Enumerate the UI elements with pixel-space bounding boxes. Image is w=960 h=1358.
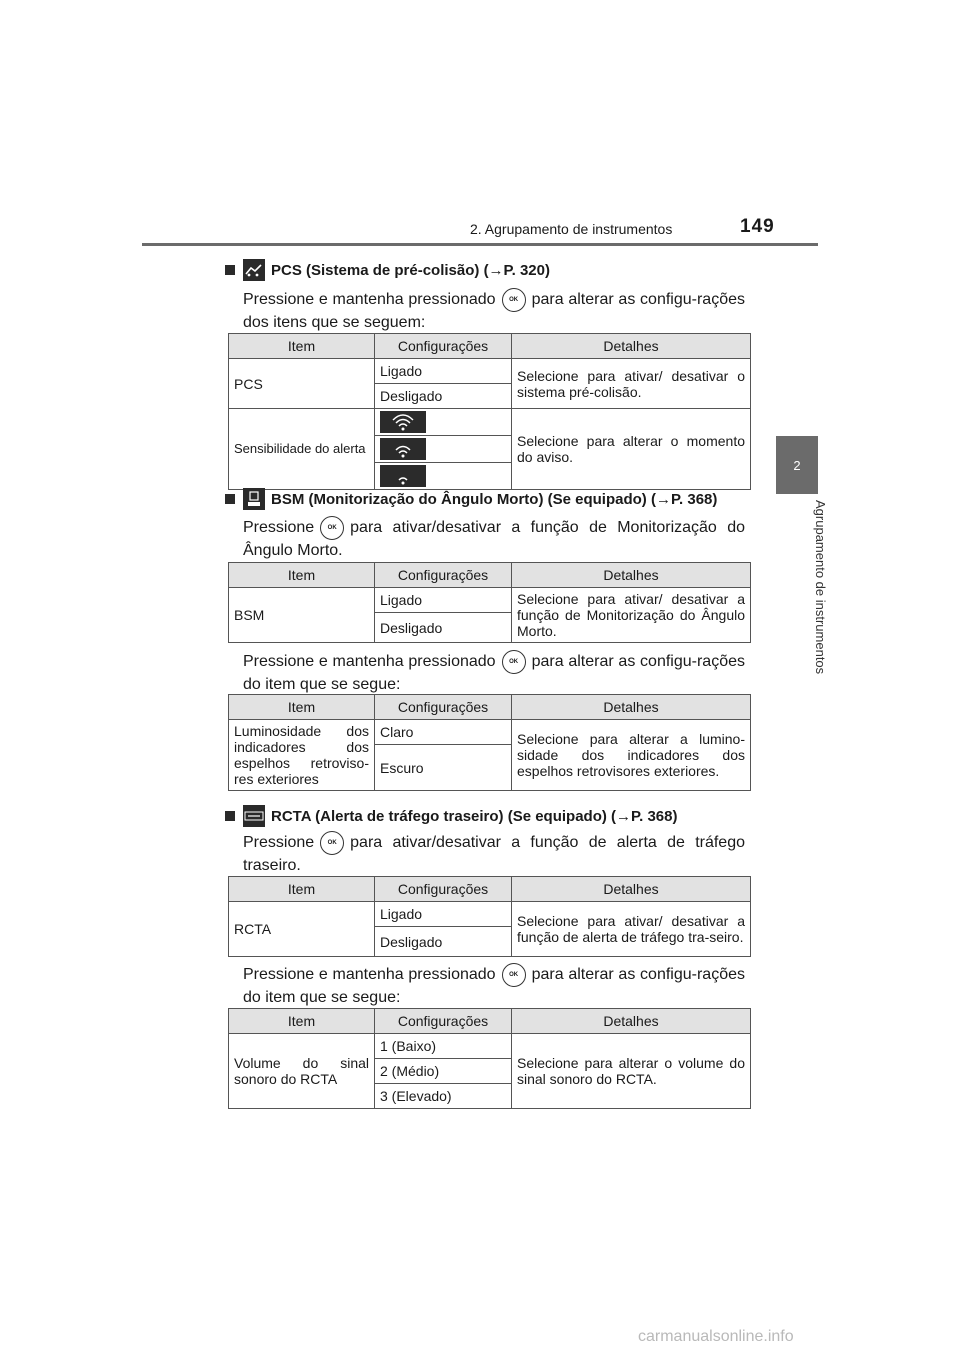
col-header-item: Item bbox=[229, 334, 375, 359]
table-cell-setting: Desligado bbox=[375, 927, 512, 957]
table-cell-item: Volume do sinal sonoro do RCTA bbox=[229, 1034, 375, 1109]
table-row bbox=[229, 588, 751, 613]
col-header-details: Detalhes bbox=[512, 334, 751, 359]
rcta-heading-text: RCTA (Alerta de tráfego traseiro) (Se equipado) (→P. 368) bbox=[271, 807, 678, 825]
rcta-paragraph-2 bbox=[243, 963, 745, 1008]
pcs-paragraph bbox=[243, 288, 745, 333]
rcta-paragraph-1 bbox=[243, 831, 745, 876]
bullet-icon bbox=[225, 494, 235, 504]
bsm-paragraph-1 bbox=[243, 516, 745, 561]
table-header-row bbox=[229, 563, 751, 588]
rcta-para1-before: Pressione bbox=[243, 834, 315, 852]
col-header-settings: Configurações bbox=[375, 695, 512, 720]
pcs-heading bbox=[225, 259, 550, 281]
table-cell-item: PCS bbox=[229, 359, 375, 409]
col-header-item: Item bbox=[229, 1009, 375, 1034]
table-cell-details: Selecione para alterar o volume do sinal sonoro do RCTA. bbox=[512, 1034, 751, 1109]
chapter-number: 2 bbox=[793, 457, 801, 473]
col-header-settings: Configurações bbox=[375, 1009, 512, 1034]
table-row bbox=[229, 1034, 751, 1059]
table-cell-setting bbox=[375, 436, 512, 463]
watermark: carmanualsonline.info bbox=[638, 1328, 794, 1345]
table-cell-details: Selecione para alterar o momento do aviso. bbox=[512, 409, 751, 490]
bullet-icon bbox=[225, 811, 235, 821]
table-cell-setting bbox=[375, 409, 512, 436]
col-header-details: Detalhes bbox=[512, 563, 751, 588]
table-cell-setting: Ligado bbox=[375, 359, 512, 384]
bsm-heading-text: BSM (Monitorização do Ângulo Morto) (Se equipado) (→P. 368) bbox=[271, 490, 718, 508]
bsm-brightness-table bbox=[228, 694, 751, 791]
page-number: 149 bbox=[740, 216, 775, 237]
bsm-paragraph-2 bbox=[243, 650, 745, 695]
rcta-heading bbox=[225, 805, 677, 827]
table-row bbox=[229, 902, 751, 927]
col-header-details: Detalhes bbox=[512, 877, 751, 902]
rcta-para2-after: para alterar as configu-rações do item que se segue: bbox=[243, 966, 745, 1006]
bsm-para2-after: para alterar as configu-rações do item que se segue: bbox=[243, 653, 745, 693]
table-cell-item: RCTA bbox=[229, 902, 375, 957]
table-cell-details: Selecione para ativar/ desativar a função de alerta de tráfego tra-seiro. bbox=[512, 902, 751, 957]
table-cell-setting: 3 (Elevado) bbox=[375, 1084, 512, 1109]
chapter-tab-title: Agrupamento de instrumentos bbox=[813, 500, 828, 675]
pcs-para-after: para alterar as configu-rações dos itens que se seguem: bbox=[243, 291, 745, 331]
table-cell-setting bbox=[375, 463, 512, 490]
bsm-table bbox=[228, 562, 751, 643]
table-row bbox=[229, 720, 751, 745]
signal-strength-icon bbox=[380, 438, 426, 460]
bsm-para1-after: para ativar/desativar a função de Monitorização do Ângulo Morto. bbox=[243, 519, 745, 559]
ok-button-icon: OK bbox=[502, 288, 526, 312]
col-header-item: Item bbox=[229, 877, 375, 902]
col-header-settings: Configurações bbox=[375, 334, 512, 359]
ok-button-icon: OK bbox=[320, 831, 344, 855]
table-cell-details: Selecione para ativar/ desativar a função de Monitorização do Ângulo Morto. bbox=[512, 588, 751, 643]
col-header-settings: Configurações bbox=[375, 563, 512, 588]
table-cell-setting: Claro bbox=[375, 720, 512, 745]
table-cell-setting: 2 (Médio) bbox=[375, 1059, 512, 1084]
bsm-icon bbox=[243, 488, 265, 510]
bullet-icon bbox=[225, 265, 235, 275]
rcta-volume-table bbox=[228, 1008, 751, 1109]
header-section-title: 2. Agrupamento de instrumentos bbox=[470, 221, 673, 237]
table-cell-details: Selecione para alterar a lumino-sidade dos indicadores dos espelhos retrovisores exteriores. bbox=[512, 720, 751, 791]
col-header-settings: Configurações bbox=[375, 877, 512, 902]
table-cell-setting: 1 (Baixo) bbox=[375, 1034, 512, 1059]
signal-strength-icon bbox=[380, 411, 426, 433]
table-cell-details: Selecione para ativar/ desativar o sistema pré-colisão. bbox=[512, 359, 751, 409]
table-row bbox=[229, 359, 751, 384]
table-cell-item: Sensibilidade do alerta bbox=[229, 409, 375, 490]
pcs-heading-text: PCS (Sistema de pré-colisão) (→P. 320) bbox=[271, 261, 550, 279]
table-cell-setting: Ligado bbox=[375, 588, 512, 613]
table-cell-item: BSM bbox=[229, 588, 375, 643]
table-cell-setting: Ligado bbox=[375, 902, 512, 927]
chapter-tab bbox=[776, 436, 818, 494]
rcta-para2-before: Pressione e mantenha pressionado bbox=[243, 966, 496, 984]
signal-strength-icon bbox=[380, 465, 426, 487]
col-header-item: Item bbox=[229, 695, 375, 720]
rcta-para1-after: para ativar/desativar a função de alerta de tráfego traseiro. bbox=[243, 834, 745, 874]
table-cell-item: Luminosidade dos indicadores dos espelhos retroviso-res exteriores bbox=[229, 720, 375, 791]
table-header-row bbox=[229, 1009, 751, 1034]
table-row bbox=[229, 409, 751, 436]
table-cell-setting: Desligado bbox=[375, 613, 512, 643]
ok-button-icon: OK bbox=[320, 516, 344, 540]
ok-button-icon: OK bbox=[502, 650, 526, 674]
bsm-para1-before: Pressione bbox=[243, 519, 315, 537]
table-header-row bbox=[229, 334, 751, 359]
table-header-row bbox=[229, 695, 751, 720]
bsm-para2-before: Pressione e mantenha pressionado bbox=[243, 653, 496, 671]
col-header-details: Detalhes bbox=[512, 695, 751, 720]
rcta-table bbox=[228, 876, 751, 957]
table-cell-setting: Desligado bbox=[375, 384, 512, 409]
car-collision-icon bbox=[243, 259, 265, 281]
col-header-details: Detalhes bbox=[512, 1009, 751, 1034]
ok-button-icon: OK bbox=[502, 963, 526, 987]
pcs-para-before: Pressione e mantenha pressionado bbox=[243, 291, 496, 309]
table-cell-setting: Escuro bbox=[375, 745, 512, 791]
pcs-table bbox=[228, 333, 751, 490]
bsm-heading bbox=[225, 488, 717, 510]
header-rule bbox=[142, 243, 818, 246]
table-header-row bbox=[229, 877, 751, 902]
col-header-item: Item bbox=[229, 563, 375, 588]
rcta-icon bbox=[243, 805, 265, 827]
